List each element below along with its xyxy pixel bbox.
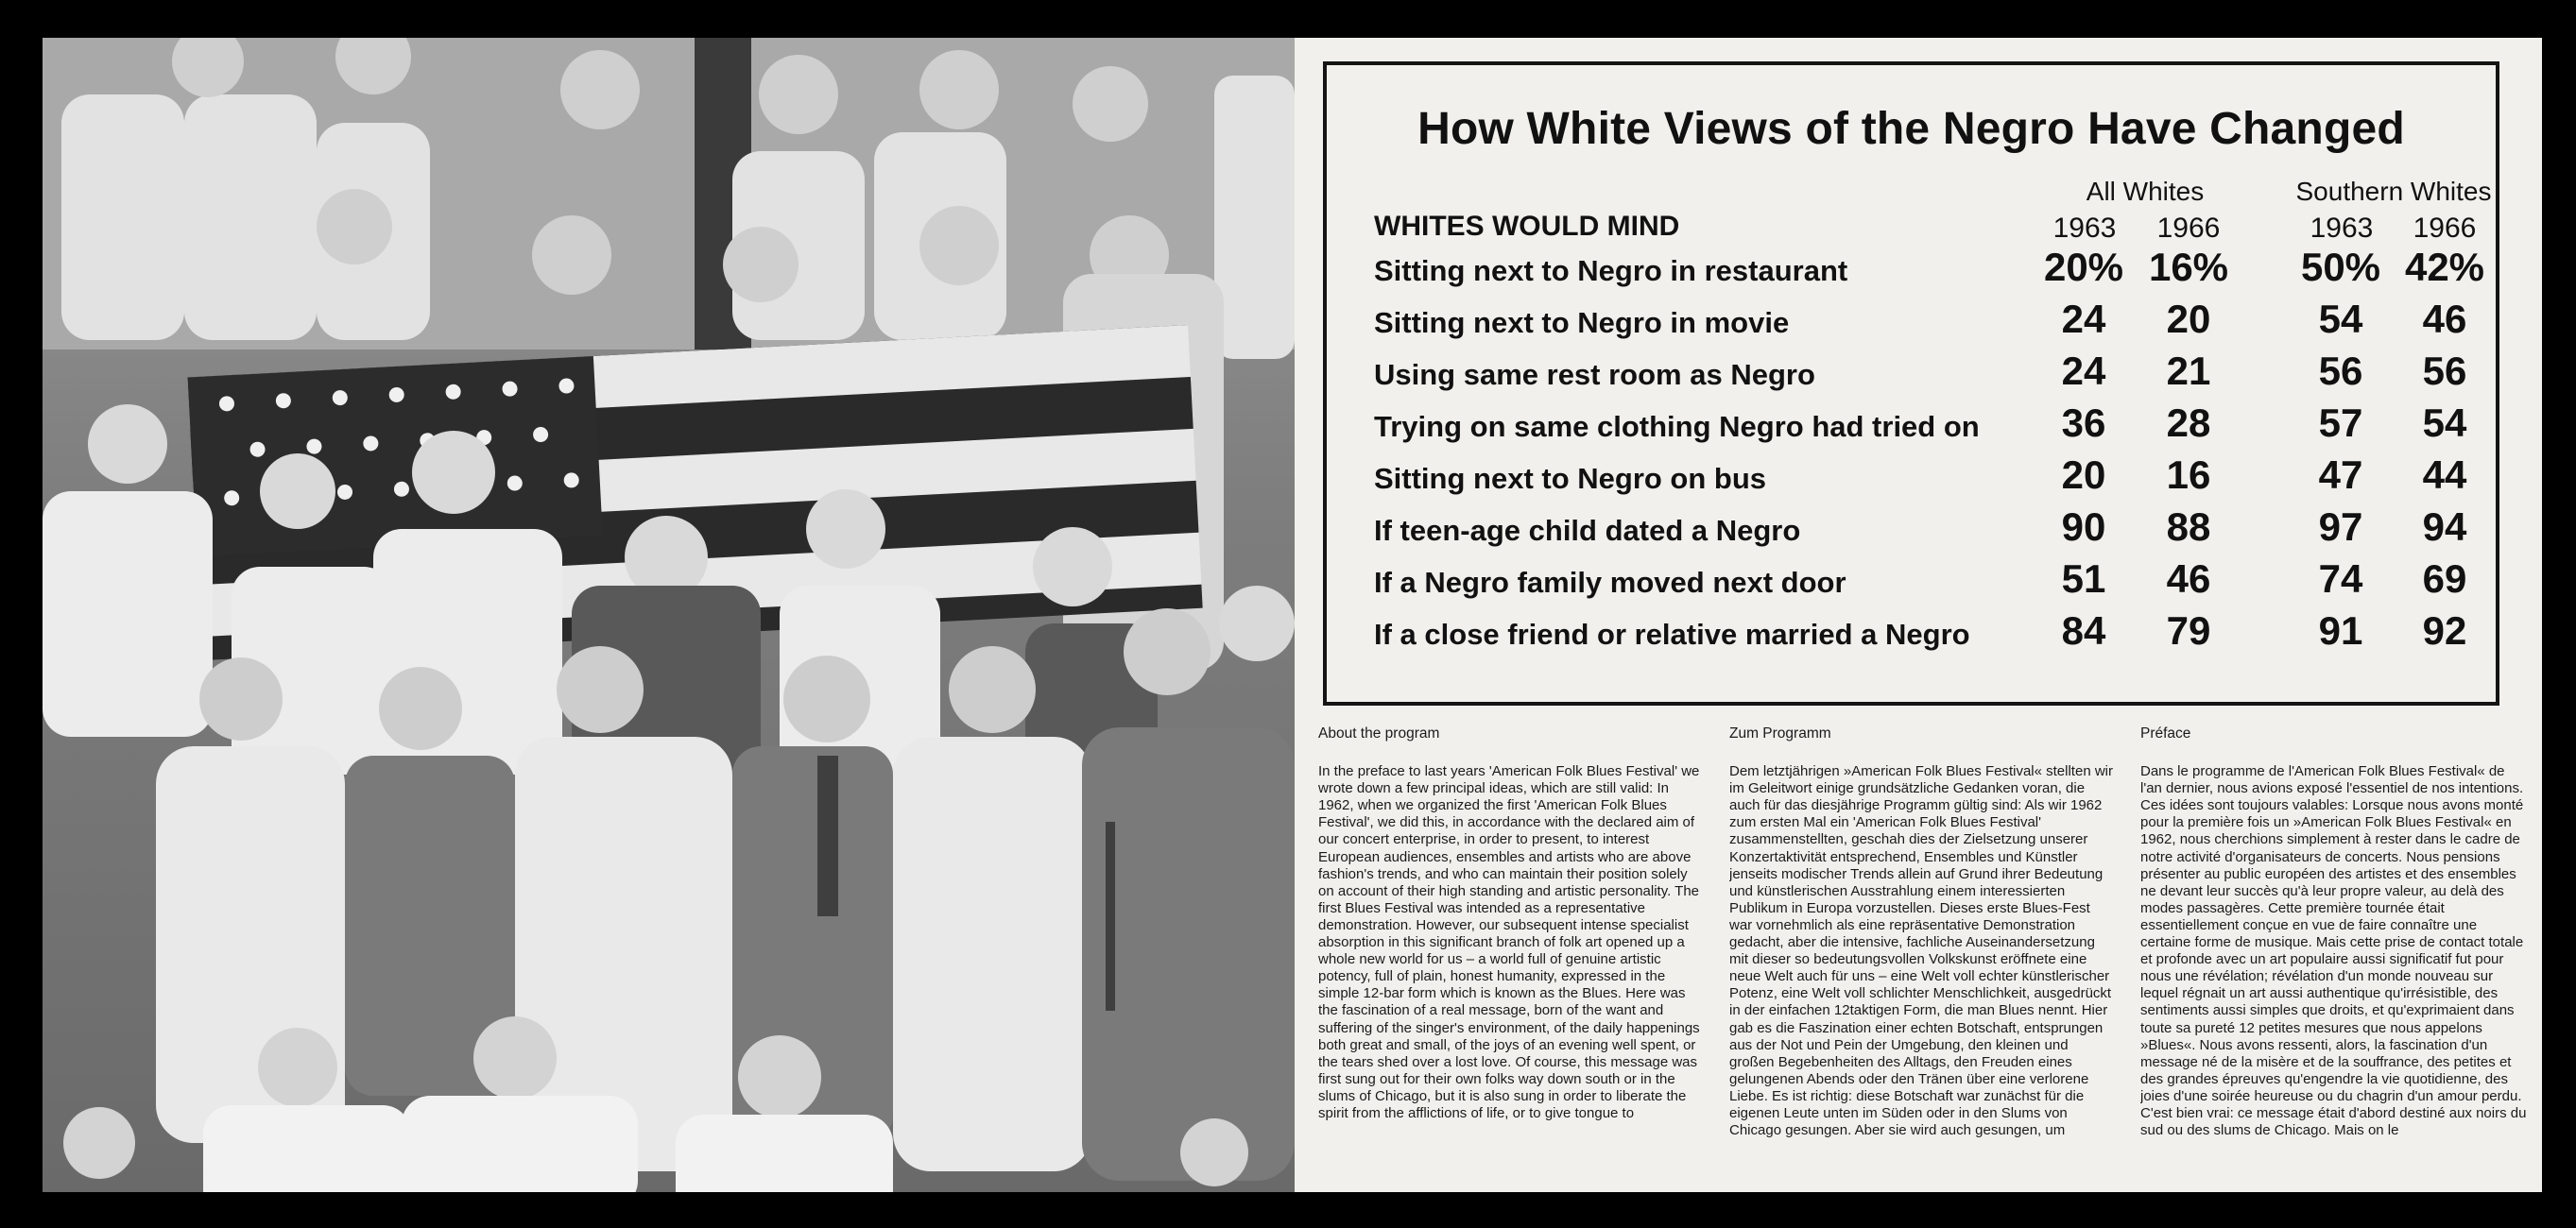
program-page xyxy=(1295,38,2542,1192)
year-header: 1963 xyxy=(2310,213,2374,244)
table-cell: 51 xyxy=(2061,556,2106,601)
table-row-label: Trying on same clothing Negro had tried on xyxy=(1374,410,1980,443)
group-header-all-whites: All Whites xyxy=(2086,177,2205,206)
text-column-english xyxy=(1318,725,1706,1188)
table-cell: 84 xyxy=(2061,608,2106,653)
table-cell: 42% xyxy=(2404,245,2485,289)
column-heading: Préface xyxy=(2140,725,2191,742)
group-photograph-illustration xyxy=(43,38,1295,1192)
table-cell: 54 xyxy=(2422,401,2467,445)
table-row-label: Using same rest room as Negro xyxy=(1374,358,1815,391)
table-cell: 20% xyxy=(2043,245,2124,289)
table-row-label: If teen-age child dated a Negro xyxy=(1374,514,1801,547)
group-header-southern-whites: Southern Whites xyxy=(2295,177,2492,206)
table-cell: 50% xyxy=(2300,245,2381,289)
table-cell: 56 xyxy=(2422,349,2467,393)
column-heading: Zum Programm xyxy=(1729,725,1831,742)
table-cell: 79 xyxy=(2166,608,2211,653)
table-cell: 24 xyxy=(2061,349,2106,393)
table-row-label: Sitting next to Negro in restaurant xyxy=(1374,254,1848,287)
table-cell: 24 xyxy=(2061,297,2106,341)
text-column-french xyxy=(2140,725,2528,1188)
table-cell: 47 xyxy=(2318,452,2363,497)
table-cell: 16 xyxy=(2166,452,2211,497)
table-cell: 69 xyxy=(2422,556,2467,601)
table-cell: 28 xyxy=(2166,401,2211,445)
table-cell: 44 xyxy=(2422,452,2467,497)
table-cell: 20 xyxy=(2166,297,2211,341)
table-cell: 97 xyxy=(2318,504,2363,549)
year-header: 1963 xyxy=(2052,213,2117,244)
year-header: 1966 xyxy=(2156,213,2221,244)
table-cell: 46 xyxy=(2422,297,2467,341)
table-cell: 21 xyxy=(2166,349,2211,393)
year-header: 1966 xyxy=(2413,213,2477,244)
table-cell: 90 xyxy=(2061,504,2106,549)
table-cell: 94 xyxy=(2422,504,2467,549)
table-cell: 36 xyxy=(2061,401,2106,445)
table-cell: 46 xyxy=(2166,556,2211,601)
column-heading: About the program xyxy=(1318,725,1440,742)
table-title: How White Views of the Negro Have Changed xyxy=(1417,104,2405,154)
table-cell: 74 xyxy=(2318,556,2363,601)
text-column-german xyxy=(1729,725,2117,1188)
table-cell: 92 xyxy=(2422,608,2467,653)
table-row-label: If a close friend or relative married a Negro xyxy=(1374,618,1970,651)
table-cell: 16% xyxy=(2148,245,2229,289)
column-body: In the preface to last years 'American Folk Blues Festival' we wrote down a few principal ideas, which are still valid: In 1962, when we organized the first 'American Folk Blues Festival', we did this, in accordance with the declared aim of our concert enterprise, in order to present, to interest European audiences, ensembles and artists who are above fashion's trends, and who can maintain their position solely on account of their high standing and artistic personality. The first Blues Festival was intended as a representative demonstration. However, our subsequent intense specialist absorption in this significant branch of folk art opened up a whole new world for us – a world full of genuine artistic potency, full of plain, honest humanity, expressed in the simple 12-bar form which is known as the Blues. Here was the fascination of a real message, born of the want and suffering of the singer's environment, of the daily happenings both great and small, of the joys of an evening well spent, or the tears shed over a lost love. Of course, this message was first sung out for their own folks way down south or in the slums of Chicago, but it is also sung in order to liberate the spirit from the afflictions of life, or to give tongue to xyxy=(1318,763,1700,1121)
table-cell: 20 xyxy=(2061,452,2106,497)
table-cell: 54 xyxy=(2318,297,2363,341)
group-photograph xyxy=(43,38,1295,1192)
table-cell: 57 xyxy=(2318,401,2363,445)
table-row-label: Sitting next to Negro in movie xyxy=(1374,306,1790,339)
table-cell: 91 xyxy=(2318,608,2363,653)
survey-table xyxy=(1323,61,2499,706)
row-header-label: WHITES WOULD MIND xyxy=(1374,211,1680,242)
table-cell: 56 xyxy=(2318,349,2363,393)
table-row-label: Sitting next to Negro on bus xyxy=(1374,462,1767,495)
column-body: Dem letztjährigen »American Folk Blues Festival« stellten wir im Geleitwort einige grundsätzliche Gedanken voran, die auch für das diesjährige Programm gültig sind: Als wir 1962 zum ersten Mal ein 'American Folk Blues Festival' zusammenstellten, geschah dies der Zielsetzung unserer Konzertaktivität entsprechend, Ensembles und Künstler jenseits modischer Trends allein auf Grund ihrer Bedeutung und künstlerischen Ausstrahlung einem interessierten Publikum in Europa vorzustellen. Dieses erste Blues-Fest war vornehmlich als eine repräsentative Demonstration gedacht, aber die intensive, fachliche Auseinandersetzung mit dieser so bedeutungsvollen Volkskunst eröffnete eine neue Welt auch für uns – eine Welt voll echter künstlerischer Potenz, eine Welt voll schlichter Menschlichkeit, ausgedrückt in der einfachen 12taktigen Form, die man Blues nennt. Hier gab es die Faszination einer echten Botschaft, entsprungen aus der Not und Pein der Umgebung, den kleinen und großen Begebenheiten des Alltags, den Freuden eines gelungenen Abends oder den Tränen über eine verlorene Liebe. Es ist richtig: diese Botschaft war zunächst für die eigenen Leute unten im Süden oder in den Slums von Chicago gesungen. Aber sie wird auch gesungen, um xyxy=(1729,763,2113,1139)
table-cell: 88 xyxy=(2166,504,2211,549)
table-row-label: If a Negro family moved next door xyxy=(1374,566,1846,599)
column-body: Dans le programme de l'American Folk Blues Festival« de l'an dernier, nous avions exposé l'essentiel de nos intentions. Ces idées sont toujours valables: Lorsque nous avons monté pour la première fois un »American Folk Blues Festival« en 1962, nous cherchions simplement à rester dans le cadre de notre activité d'organisateurs de concerts. Nous pensions présenter au public européen des artistes et des ensembles ne devant leur succès qu'à leur propre valeur, au delà des modes passagères. Cette première tournée était essentiellement conçue en vue de faire connaître une certaine forme de musique. Mais cette prise de contact totale et profonde avec un art populaire aussi significatif fut pour nous une révélation; révélation d'un monde nouveau sur lequel régnait un art aussi authentique qu'irrésistible, des sentiments aussi simples que droits, et qu'exprimaient dans toute sa pureté 12 petites mesures que nous appelons »Blues«. Nous avons ressenti, alors, la fascination d'un message né de la misère et de la souffrance, des petites et des grandes épreuves qu'engendre la vie quotidienne, des joies d'une soirée heureuse ou du chagrin d'un amour perdu. C'est bien vrai: ce message était d'abord destiné aux noirs du sud ou des slums de Chicago. Mais on le xyxy=(2140,763,2527,1139)
